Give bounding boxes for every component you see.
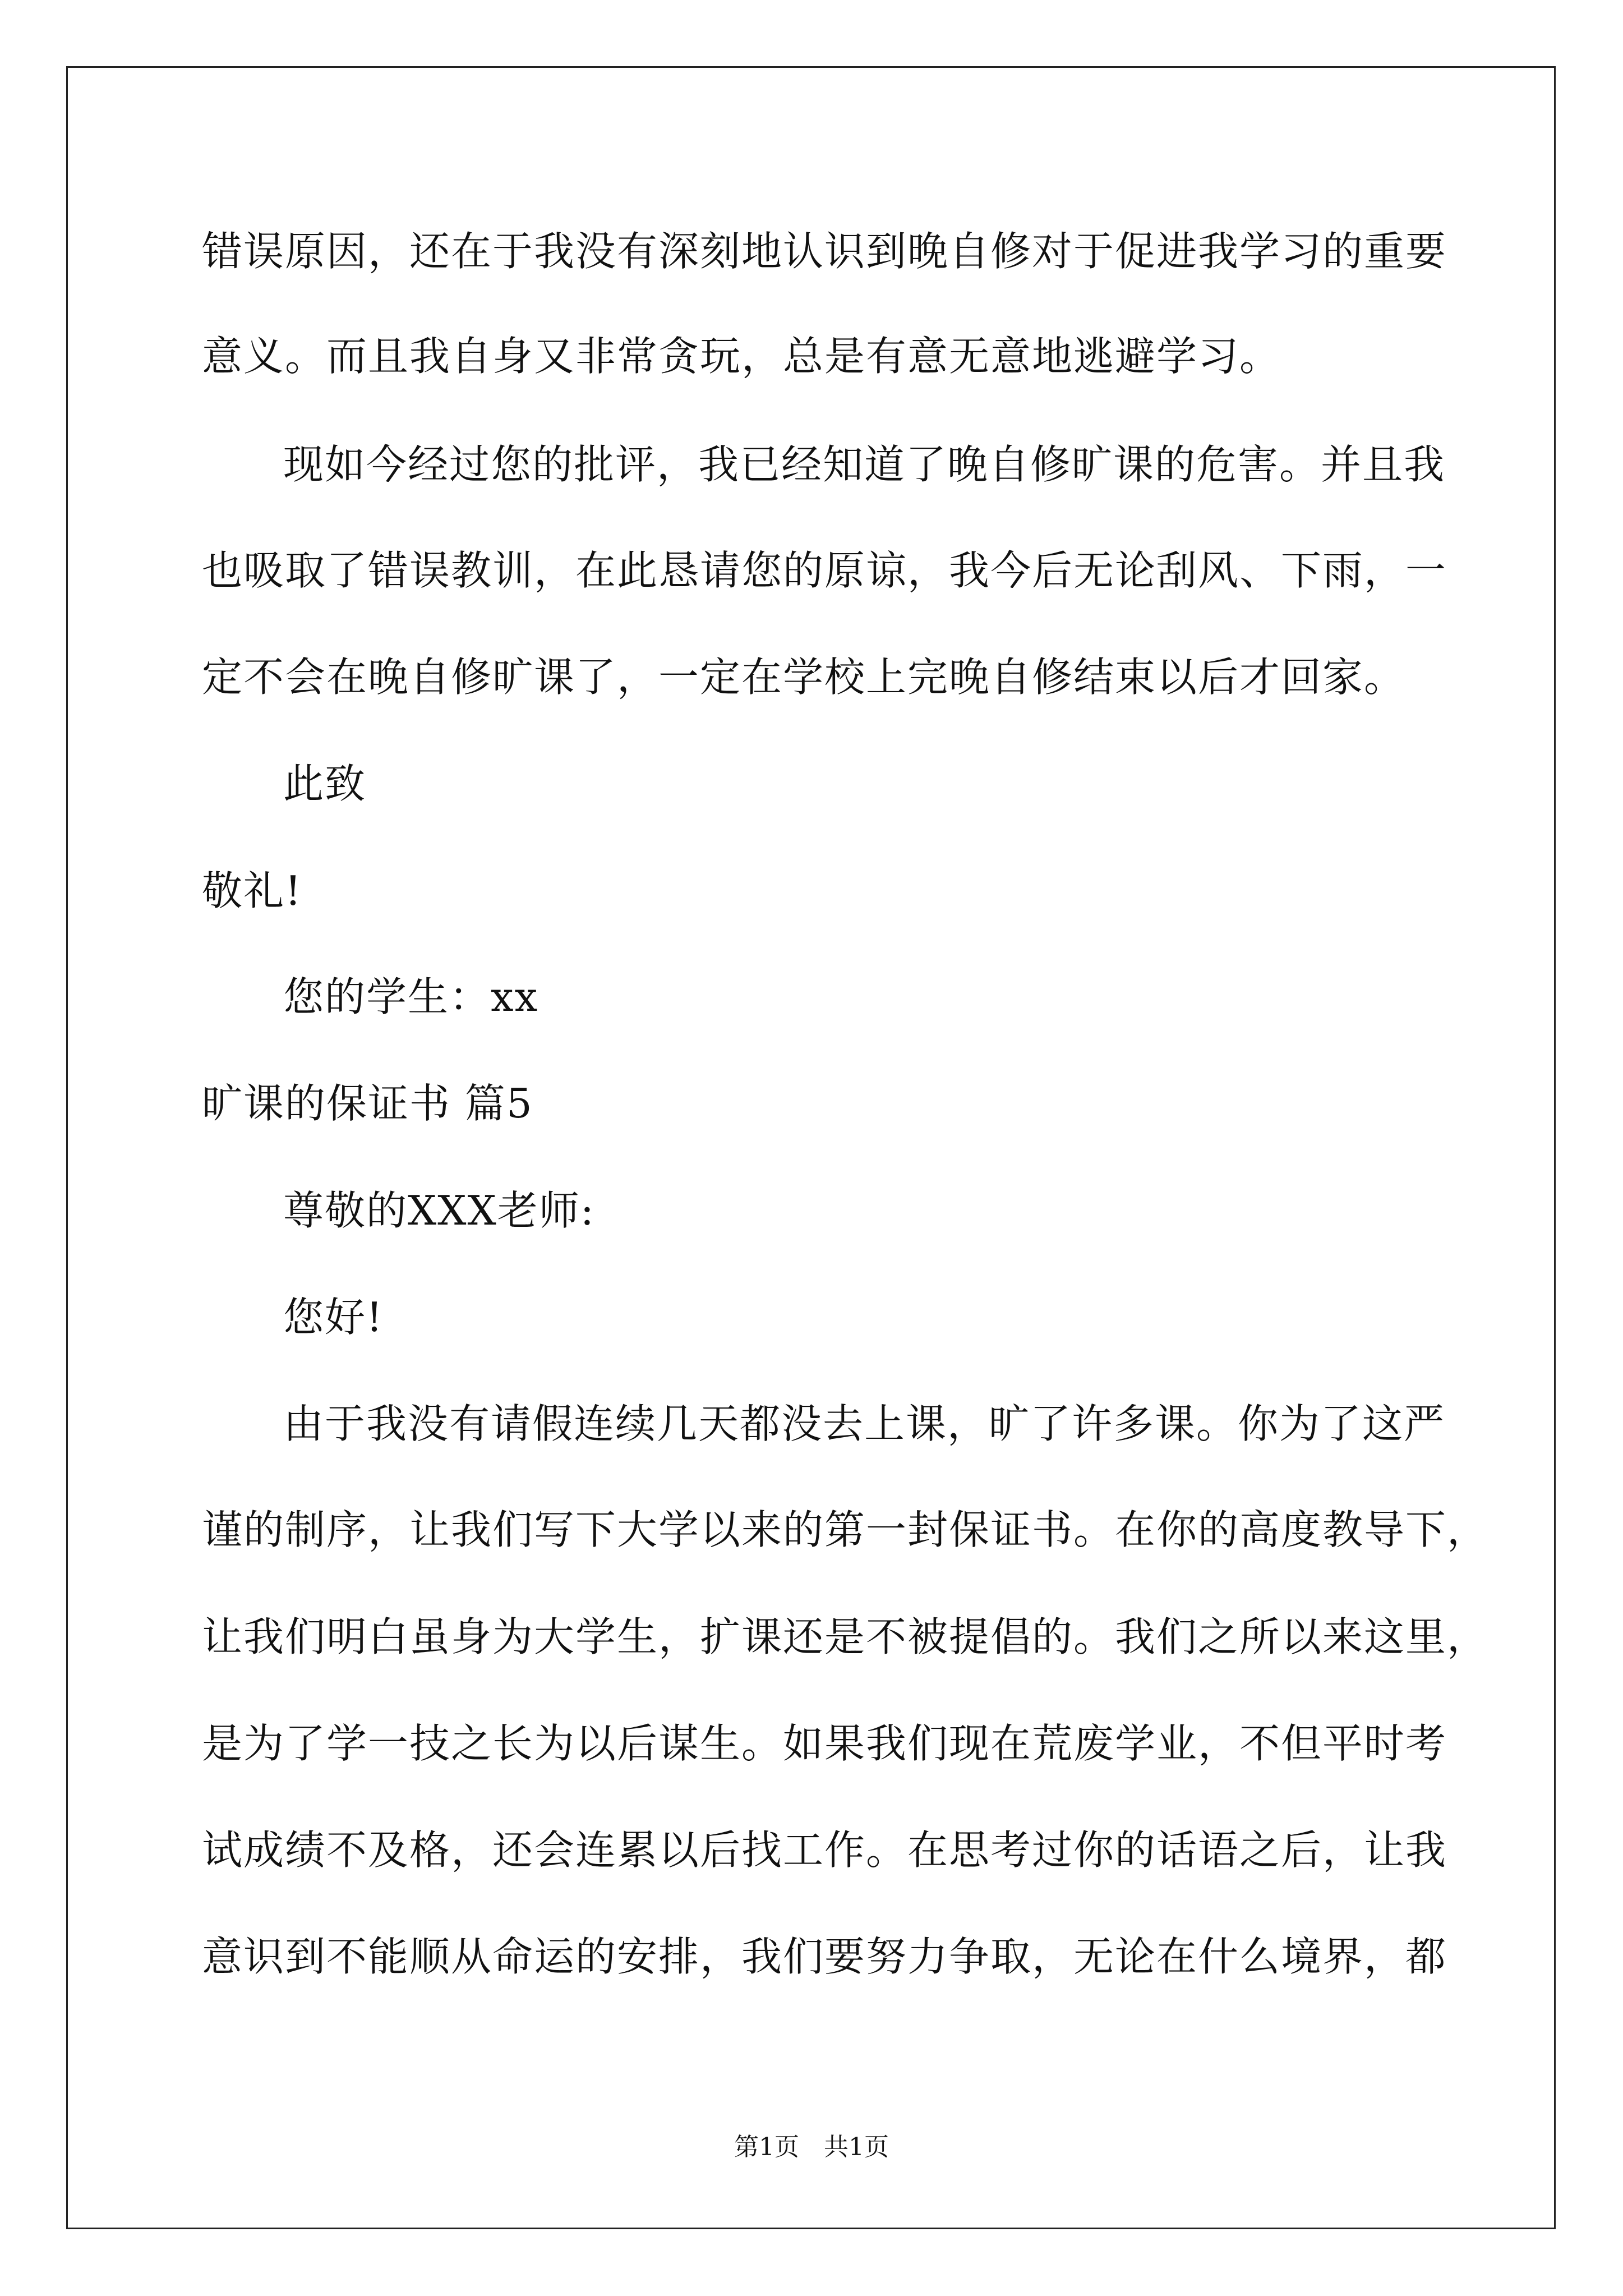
body-line-8: 让我们明白虽身为大学生，扩课还是不被提倡的。我们之所以来这里， bbox=[202, 1613, 1489, 1660]
body-line-1: 错误原因，还在于我没有深刻地认识到晚自修对于促进我学习的重要 bbox=[202, 228, 1447, 275]
section-heading: 旷课的保证书 篇5 bbox=[202, 1080, 533, 1127]
page-border bbox=[66, 66, 1556, 2229]
closing-regards: 敬礼! bbox=[202, 867, 302, 914]
signature-line: 您的学生：xx bbox=[283, 973, 539, 1020]
closing-salutation: 此致 bbox=[283, 760, 367, 807]
greeting-addressee: 尊敬的XXX老师: bbox=[283, 1187, 596, 1234]
greeting-hello: 您好! bbox=[283, 1294, 384, 1341]
body-line-2: 意义。而且我自身又非常贪玩，总是有意无意地逃避学习。 bbox=[202, 333, 1281, 380]
body-line-5: 定不会在晚自修旷课了，一定在学校上完晚自修结束以后才回家。 bbox=[202, 654, 1406, 701]
body-line-4: 也吸取了错误教训，在此恳请您的原谅，我今后无论刮风、下雨，一 bbox=[202, 547, 1447, 594]
body-line-3: 现如今经过您的批评，我已经知道了晚自修旷课的危害。并且我 bbox=[283, 441, 1446, 488]
body-line-7: 谨的制序，让我们写下大学以来的第一封保证书。在你的高度教导下， bbox=[202, 1506, 1489, 1553]
page-footer: 第1页 共1页 bbox=[734, 2133, 889, 2161]
body-line-6: 由于我没有请假连续几天都没去上课，旷了许多课。你为了这严 bbox=[283, 1400, 1446, 1447]
body-line-11: 意识到不能顺从命运的安排，我们要努力争取，无论在什么境界，都 bbox=[202, 1933, 1447, 1980]
body-line-10: 试成绩不及格，还会连累以后找工作。在思考过你的话语之后，让我 bbox=[202, 1826, 1447, 1874]
body-line-9: 是为了学一技之长为以后谋生。如果我们现在荒废学业，不但平时考 bbox=[202, 1720, 1447, 1767]
